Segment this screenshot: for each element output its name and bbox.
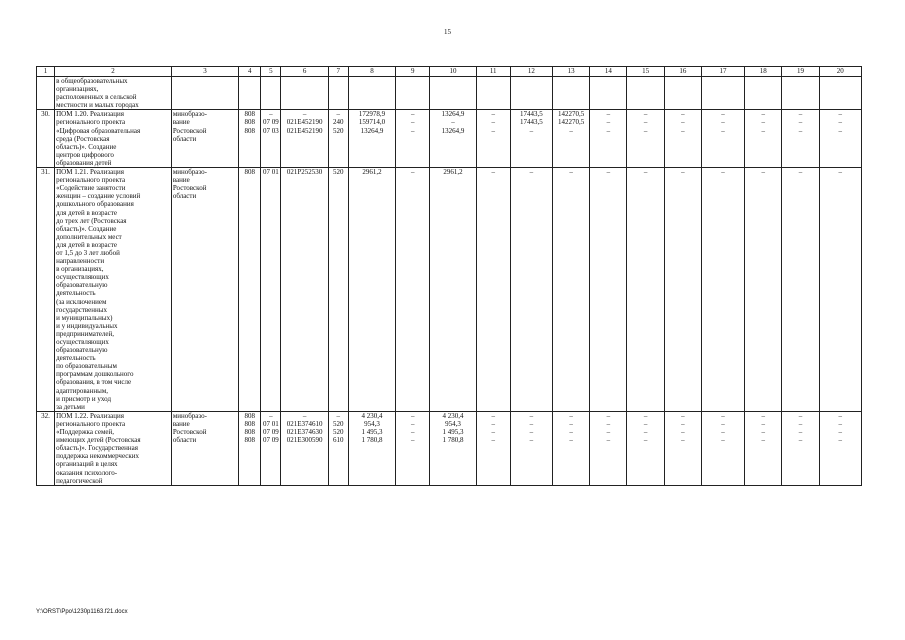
row-number-cell: 31. xyxy=(37,168,55,412)
header-cell: 3 xyxy=(171,67,238,77)
cell-value: – xyxy=(681,436,685,445)
measure-name-cell: ПОМ 1.22. Реализация регионального проекта «Поддержка семей, имеющих детей (Ростовская область)». Государственная поддержка некоммерческих организаций в целях оказания психолого- педагогической xyxy=(55,411,172,485)
cell-value: – xyxy=(569,411,573,420)
cell-value: – xyxy=(643,428,648,437)
cell-value: – xyxy=(838,168,843,177)
cell-value: 2961,2 xyxy=(362,168,382,177)
cell-value: – xyxy=(569,436,573,445)
value-cell xyxy=(396,168,430,412)
cell-value: – xyxy=(721,110,725,119)
header-cell: 18 xyxy=(745,67,782,77)
value-cell xyxy=(510,411,552,485)
value-cell xyxy=(328,110,348,168)
cell-value: 808 xyxy=(244,419,256,428)
cell-value: – xyxy=(681,168,685,177)
header-cell: 16 xyxy=(664,67,701,77)
cell-value: – xyxy=(529,419,534,428)
cell-value: – xyxy=(606,126,611,135)
cell-value: 240 xyxy=(333,118,344,127)
cell-value: – xyxy=(529,168,534,177)
cell-value: – xyxy=(761,428,766,437)
cell-value: 07 01 xyxy=(263,168,279,177)
header-cell: 14 xyxy=(590,67,627,77)
value-cell xyxy=(553,168,590,412)
file-path-footer: Y:\ORST\Ppo\1230p1163.f21.docx xyxy=(36,609,128,615)
value-cell xyxy=(701,110,744,168)
cell-value: – xyxy=(410,118,415,127)
value-cell xyxy=(348,411,395,485)
cell-value: – xyxy=(410,428,415,437)
cell-value: – xyxy=(721,419,725,428)
executor-cell xyxy=(171,77,238,110)
header-cell: 15 xyxy=(627,67,664,77)
cell-value: – xyxy=(491,428,495,437)
cell-value: – xyxy=(606,411,611,420)
cell-value: – xyxy=(798,118,803,127)
value-cell xyxy=(701,411,744,485)
cell-value: – xyxy=(529,126,534,135)
value-cell xyxy=(819,411,861,485)
budget-table xyxy=(36,66,862,486)
cell-value: 610 xyxy=(333,436,344,445)
cell-value: 954,3 xyxy=(364,419,380,428)
value-cell xyxy=(664,168,701,412)
cell-value: 172978,9 xyxy=(358,110,386,119)
value-cell xyxy=(782,110,819,168)
cell-value: – xyxy=(569,419,573,428)
cell-value: – xyxy=(838,126,843,135)
value-cell xyxy=(701,168,744,412)
value-cell xyxy=(239,110,261,168)
cell-value: – xyxy=(838,118,843,127)
measure-name-cell: в общеобразовательных организациях, расположенных в сельской местности и малых городах xyxy=(55,77,172,110)
value-cell xyxy=(348,110,395,168)
cell-value: 13264,9 xyxy=(441,110,465,119)
value-cell xyxy=(782,411,819,485)
cell-value: 021E452190 xyxy=(286,126,323,135)
cell-value: – xyxy=(681,419,685,428)
value-cell xyxy=(782,168,819,412)
cell-value: 07 03 xyxy=(263,126,279,135)
header-cell: 1 xyxy=(37,67,55,77)
value-cell xyxy=(396,411,430,485)
continuation-row xyxy=(37,77,862,110)
header-cell: 20 xyxy=(819,67,861,77)
value-cell xyxy=(553,110,590,168)
value-cell xyxy=(281,110,328,168)
value-cell xyxy=(261,110,281,168)
cell-value: – xyxy=(643,118,648,127)
cell-value: 142270,5 xyxy=(558,118,585,127)
cell-value: – xyxy=(798,168,803,177)
value-cell xyxy=(396,110,430,168)
cell-value: 07 09 xyxy=(263,436,279,445)
cell-value: 808 xyxy=(244,110,256,119)
value-cell xyxy=(745,110,782,168)
value-cell xyxy=(261,411,281,485)
value-cell xyxy=(476,168,510,412)
cell-value: – xyxy=(721,118,725,127)
cell-value: – xyxy=(451,118,455,127)
header-cell: 6 xyxy=(281,67,328,77)
header-cell: 2 xyxy=(55,67,172,77)
cell-value: – xyxy=(643,411,648,420)
cell-value: – xyxy=(569,428,573,437)
value-cell xyxy=(590,411,627,485)
table-row xyxy=(37,168,862,412)
header-cell: 19 xyxy=(782,67,819,77)
value-cell xyxy=(239,411,261,485)
cell-value: – xyxy=(529,436,534,445)
cell-value: – xyxy=(410,419,415,428)
value-cell xyxy=(745,411,782,485)
header-cell: 17 xyxy=(701,67,744,77)
cell-value: – xyxy=(410,411,415,420)
cell-value: – xyxy=(529,428,534,437)
cell-value: 021E300590 xyxy=(286,436,323,445)
cell-value: 808 xyxy=(244,411,256,420)
cell-value: 159714,0 xyxy=(358,118,386,127)
cell-value: – xyxy=(798,436,803,445)
cell-value: – xyxy=(336,411,341,420)
cell-value: – xyxy=(606,419,611,428)
value-cell xyxy=(553,411,590,485)
cell-value: – xyxy=(410,110,415,119)
row-number-cell xyxy=(37,77,55,110)
cell-value: 17443,5 xyxy=(520,118,543,127)
header-cell: 11 xyxy=(476,67,510,77)
cell-value: 142270,5 xyxy=(558,110,585,119)
cell-value: 954,3 xyxy=(445,419,461,428)
cell-value: – xyxy=(761,126,766,135)
cell-value: – xyxy=(269,110,273,119)
cell-value: 520 xyxy=(333,419,344,428)
value-cell xyxy=(590,110,627,168)
value-cell xyxy=(281,411,328,485)
cell-value: – xyxy=(491,126,495,135)
value-cell xyxy=(819,168,861,412)
value-cell xyxy=(590,168,627,412)
cell-value: – xyxy=(721,436,725,445)
cell-value: – xyxy=(721,168,725,177)
cell-value: 808 xyxy=(244,168,256,177)
cell-value: – xyxy=(681,110,685,119)
value-cell xyxy=(239,168,261,412)
cell-value: 808 xyxy=(244,428,256,437)
value-cell xyxy=(476,110,510,168)
cell-value: – xyxy=(643,168,648,177)
value-cell xyxy=(627,168,664,412)
cell-value: – xyxy=(410,168,415,177)
header-cell: 9 xyxy=(396,67,430,77)
cell-value: 1 780,8 xyxy=(442,436,464,445)
cell-value: – xyxy=(491,110,495,119)
cell-value: 4 230,4 xyxy=(361,411,383,420)
cell-value: 1 495,3 xyxy=(361,428,383,437)
cell-value: – xyxy=(798,428,803,437)
cell-value: – xyxy=(643,436,648,445)
cell-value: – xyxy=(681,126,685,135)
value-cell xyxy=(510,110,552,168)
cell-value: – xyxy=(798,419,803,428)
cell-value: 021P252530 xyxy=(286,168,323,177)
cell-value: – xyxy=(761,419,766,428)
page-number: 15 xyxy=(444,28,451,36)
cell-value: – xyxy=(569,168,573,177)
cell-value: – xyxy=(721,411,725,420)
cell-value: – xyxy=(838,411,843,420)
cell-value: – xyxy=(798,110,803,119)
header-cell: 7 xyxy=(328,67,348,77)
cell-value: 808 xyxy=(244,436,256,445)
executor-cell: минобразо- вание Ростовской области xyxy=(171,168,238,412)
cell-value: 4 230,4 xyxy=(442,411,464,420)
header-cell: 4 xyxy=(239,67,261,77)
cell-value: – xyxy=(529,411,534,420)
cell-value: – xyxy=(410,436,415,445)
cell-value: 520 xyxy=(333,428,344,437)
cell-value: 021E452190 xyxy=(286,118,323,127)
cell-value: – xyxy=(491,118,495,127)
cell-value: – xyxy=(761,411,766,420)
header-cell: 5 xyxy=(261,67,281,77)
cell-value: – xyxy=(643,126,648,135)
cell-value: – xyxy=(269,411,273,420)
cell-value: – xyxy=(606,110,611,119)
value-cell xyxy=(819,110,861,168)
cell-value: – xyxy=(681,118,685,127)
cell-value: – xyxy=(606,118,611,127)
cell-value: – xyxy=(410,126,415,135)
cell-value: 07 01 xyxy=(263,419,279,428)
cell-value: – xyxy=(798,411,803,420)
value-cell xyxy=(510,168,552,412)
value-cell xyxy=(430,411,476,485)
cell-value: 07 09 xyxy=(263,118,279,127)
value-cell xyxy=(627,411,664,485)
cell-value: – xyxy=(302,110,307,119)
cell-value: – xyxy=(838,436,843,445)
header-cell: 13 xyxy=(553,67,590,77)
executor-cell: минобразо- вание Ростовской области xyxy=(171,411,238,485)
cell-value: 520 xyxy=(333,168,344,177)
cell-value: – xyxy=(681,411,685,420)
cell-value: – xyxy=(569,126,573,135)
table-row xyxy=(37,110,862,168)
value-cell xyxy=(664,411,701,485)
cell-value: – xyxy=(838,110,843,119)
cell-value: – xyxy=(606,428,611,437)
value-cell xyxy=(261,168,281,412)
cell-value: 808 xyxy=(244,126,256,135)
value-cell xyxy=(328,168,348,412)
header-cell: 12 xyxy=(510,67,552,77)
cell-value: – xyxy=(761,436,766,445)
cell-value: – xyxy=(681,428,685,437)
cell-value: – xyxy=(336,110,341,119)
row-number-cell: 32. xyxy=(37,411,55,485)
cell-value: 520 xyxy=(333,126,344,135)
table-row xyxy=(37,411,862,485)
cell-value: 1 495,3 xyxy=(442,428,464,437)
value-cell xyxy=(281,168,328,412)
cell-value: – xyxy=(838,428,843,437)
cell-value: – xyxy=(721,428,725,437)
cell-value: – xyxy=(491,411,495,420)
cell-value: 17443,5 xyxy=(520,110,543,119)
header-cell: 10 xyxy=(430,67,476,77)
cell-value: 2961,2 xyxy=(443,168,463,177)
value-cell xyxy=(430,168,476,412)
cell-value: – xyxy=(302,411,307,420)
cell-value: – xyxy=(491,436,495,445)
header-row xyxy=(37,67,862,77)
value-cell xyxy=(664,110,701,168)
cell-value: – xyxy=(761,110,766,119)
cell-value: 13264,9 xyxy=(441,126,465,135)
row-number-cell: 30. xyxy=(37,110,55,168)
cell-value: – xyxy=(491,419,495,428)
cell-value: 13264,9 xyxy=(360,126,384,135)
value-cell xyxy=(476,411,510,485)
cell-value: 021E374630 xyxy=(286,428,323,437)
cell-value: – xyxy=(491,168,495,177)
cell-value: – xyxy=(838,419,843,428)
cell-value: – xyxy=(721,126,725,135)
value-cell xyxy=(348,168,395,412)
header-cell: 8 xyxy=(348,67,395,77)
cell-value: 808 xyxy=(244,118,256,127)
value-cell xyxy=(745,168,782,412)
measure-name-cell: ПОМ 1.20. Реализация регионального проекта «Цифровая образовательная среда (Ростовская область)». Создание центров цифрового образования детей xyxy=(55,110,172,168)
value-cell xyxy=(328,411,348,485)
value-cell xyxy=(430,110,476,168)
cell-value: – xyxy=(643,419,648,428)
cell-value: 021E374610 xyxy=(286,419,323,428)
measure-name-cell: ПОМ 1.21. Реализация регионального проекта «Содействие занятости женщин – создание условий дошкольного образования для детей в возрасте до трех лет (Ростовская область)». Создание дополнительных мест для детей в возрасте от 1,5 до 3 лет любой направленности в организациях, осуществляющих образовательную деятельность (за исключением государственных и муниципальных) и у индивидуальных предпринимателей, осуществляющих образовательную деятельность по образовательным программам дошкольного образования, в том числе адаптированным, и присмотр и уход за детьми xyxy=(55,168,172,412)
cell-value: – xyxy=(606,436,611,445)
cell-value: 07 09 xyxy=(263,428,279,437)
value-cell xyxy=(627,110,664,168)
cell-value: 1 780,8 xyxy=(361,436,383,445)
executor-cell: минобразо- вание Ростовской области xyxy=(171,110,238,168)
cell-value: – xyxy=(761,118,766,127)
cell-value: – xyxy=(798,126,803,135)
cell-value: – xyxy=(761,168,766,177)
cell-value: – xyxy=(606,168,611,177)
cell-value: – xyxy=(643,110,648,119)
